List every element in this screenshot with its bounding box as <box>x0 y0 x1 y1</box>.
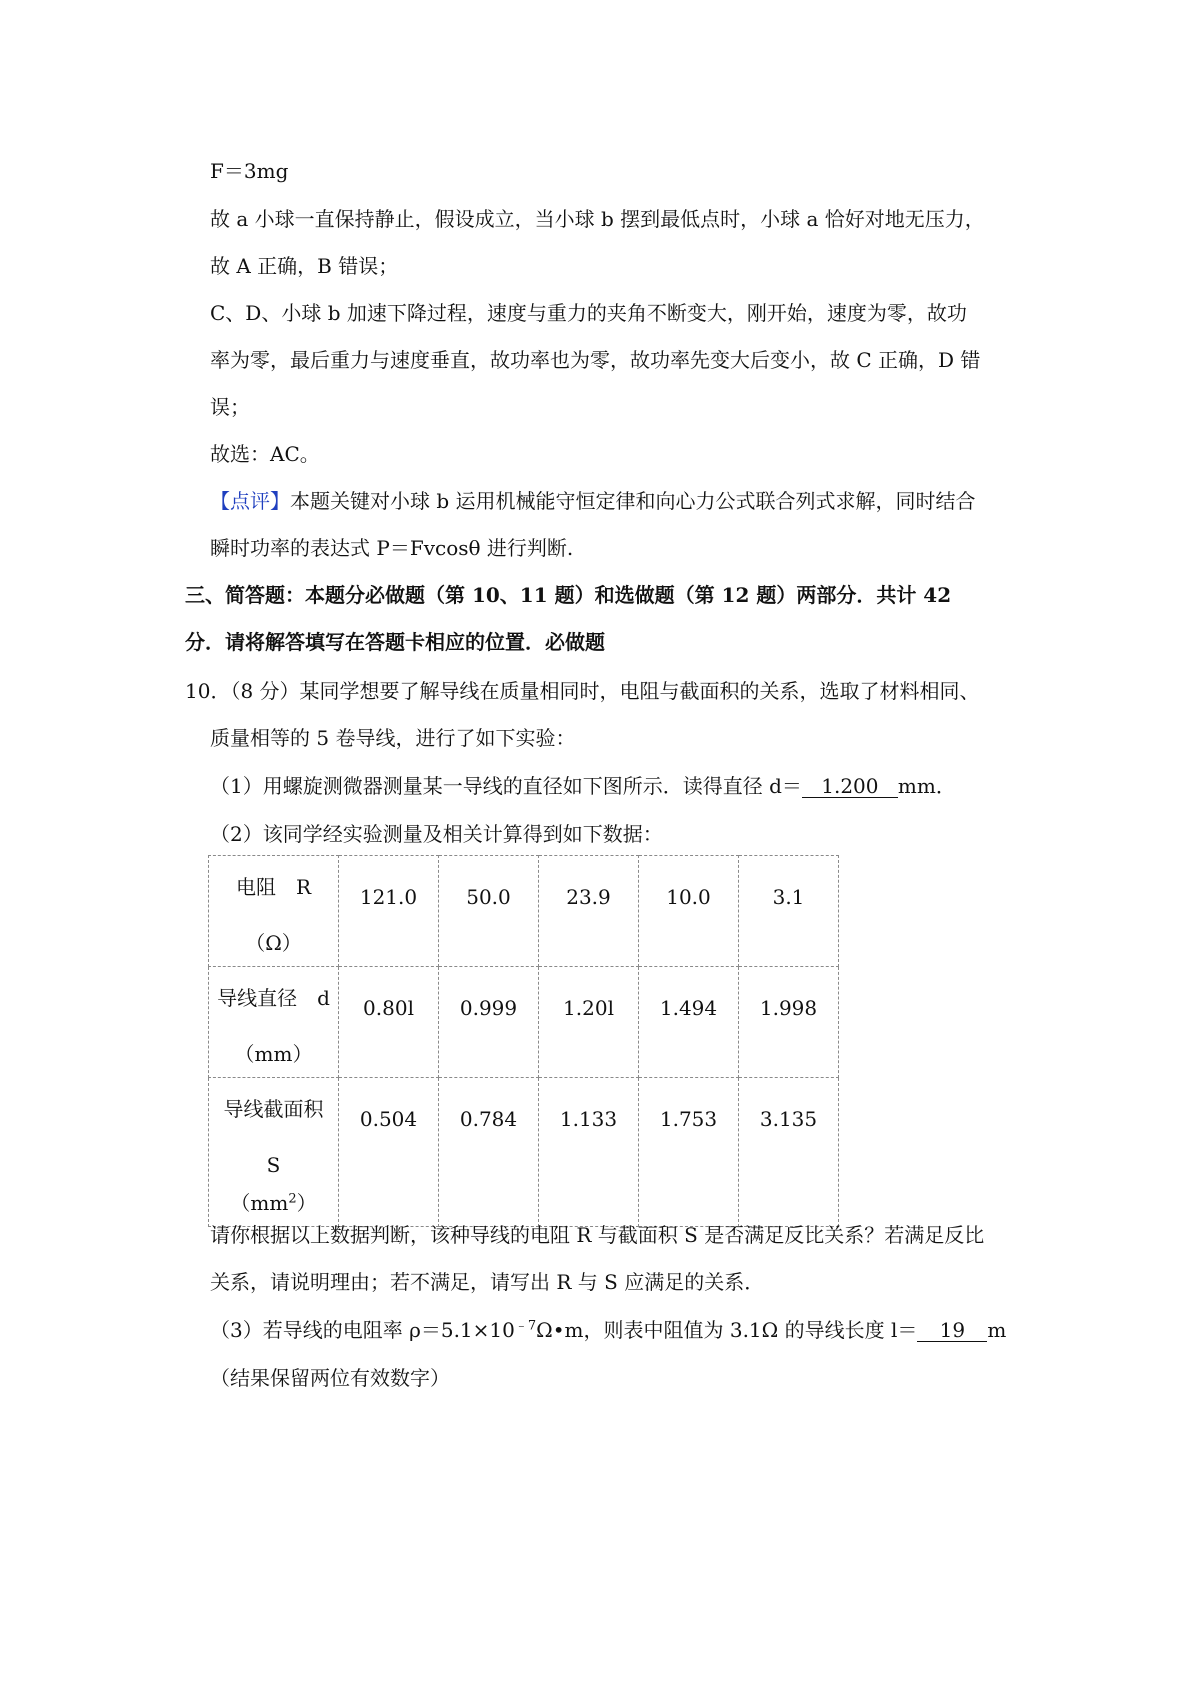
text-line: 请你根据以上数据判断，该种导线的电阻 R 与截面积 S 是否满足反比关系？若满足反比 <box>210 1223 985 1247</box>
table-cell: 0.80l <box>339 967 439 1078</box>
table-cell: 0.784 <box>439 1078 539 1227</box>
text-line: 瞬时功率的表达式 P＝Fvcosθ 进行判断. <box>210 536 574 560</box>
text-line: 故 A 正确，B 错误； <box>210 254 399 278</box>
table-cell: 1.20l <box>539 967 639 1078</box>
table-cell: 50.0 <box>439 856 539 967</box>
part-3 <box>210 1317 1006 1343</box>
table-cell: 0.504 <box>339 1078 439 1227</box>
exponent: ﹣7 <box>514 1318 537 1334</box>
text-line: 故 a 小球一直保持静止，假设成立，当小球 b 摆到最低点时，小球 a 恰好对地无压力， <box>210 207 985 231</box>
text-line: C、D、小球 b 加速下降过程，速度与重力的夹角不断变大，刚开始，速度为零，故功 <box>210 301 967 325</box>
data-table <box>208 855 839 1227</box>
unit-m: m <box>987 1318 1007 1342</box>
table-cell: 1.998 <box>739 967 839 1078</box>
part-2: （2）该同学经实验测量及相关计算得到如下数据： <box>210 822 663 846</box>
table-cell: 1.133 <box>539 1078 639 1227</box>
row-header: 电阻 R （Ω） <box>209 856 339 967</box>
comment-tag: 【点评】 <box>210 489 290 513</box>
table-cell: 121.0 <box>339 856 439 967</box>
part-1 <box>210 773 956 799</box>
table-cell: 3.135 <box>739 1078 839 1227</box>
table-cell: 3.1 <box>739 856 839 967</box>
answer-blank-length: 19 <box>917 1319 987 1342</box>
text-line: 质量相等的 5 卷导线，进行了如下实验： <box>210 726 576 750</box>
unit-mm: mm． <box>897 774 956 798</box>
row-header: 导线截面积 S $(mm^2)$ <box>209 1078 339 1227</box>
text-line: 误； <box>210 395 250 419</box>
table-cell: 23.9 <box>539 856 639 967</box>
row-header: 导线直径 d （mm） <box>209 967 339 1078</box>
text-line: 率为零，最后重力与速度垂直，故功率也为零，故功率先变大后变小，故 C 正确，D 错 <box>210 348 981 372</box>
comment-text: 本题关键对小球 b 运用机械能守恒定律和向心力公式联合列式求解，同时结合 <box>290 489 976 513</box>
answer-blank-diameter: 1.200 <box>802 775 898 798</box>
table-cell: 1.494 <box>639 967 739 1078</box>
table-row <box>209 967 839 1078</box>
section-heading: 分．请将解答填写在答题卡相应的位置．必做题 <box>185 630 605 654</box>
table-row <box>209 1078 839 1227</box>
question-10: 10．（8 分）某同学想要了解导线在质量相同时，电阻与截面积的关系，选取了材料相同、 <box>185 679 980 703</box>
part-3-text: （3）若导线的电阻率 ρ＝5.1×10 <box>210 1318 515 1342</box>
table-cell: 10.0 <box>639 856 739 967</box>
comment-line <box>210 488 976 514</box>
table-cell: 1.753 <box>639 1078 739 1227</box>
text-line: 故选：AC。 <box>210 442 320 466</box>
table-cell: 0.999 <box>439 967 539 1078</box>
part-1-text: （1）用螺旋测微器测量某一导线的直径如下图所示．读得直径 d＝ <box>210 774 802 798</box>
text-line: （结果保留两位有效数字） <box>210 1366 450 1390</box>
table-row <box>209 856 839 967</box>
text-line: F＝3mg <box>210 159 289 183</box>
part-3-text: Ω•m，则表中阻值为 3.1Ω 的导线长度 l＝ <box>536 1318 918 1342</box>
text-line: 关系，请说明理由；若不满足，请写出 R 与 S 应满足的关系． <box>210 1270 765 1294</box>
section-heading: 三、简答题：本题分必做题（第 10、11 题）和选做题（第 12 题）两部分．共计 42 <box>185 583 952 607</box>
